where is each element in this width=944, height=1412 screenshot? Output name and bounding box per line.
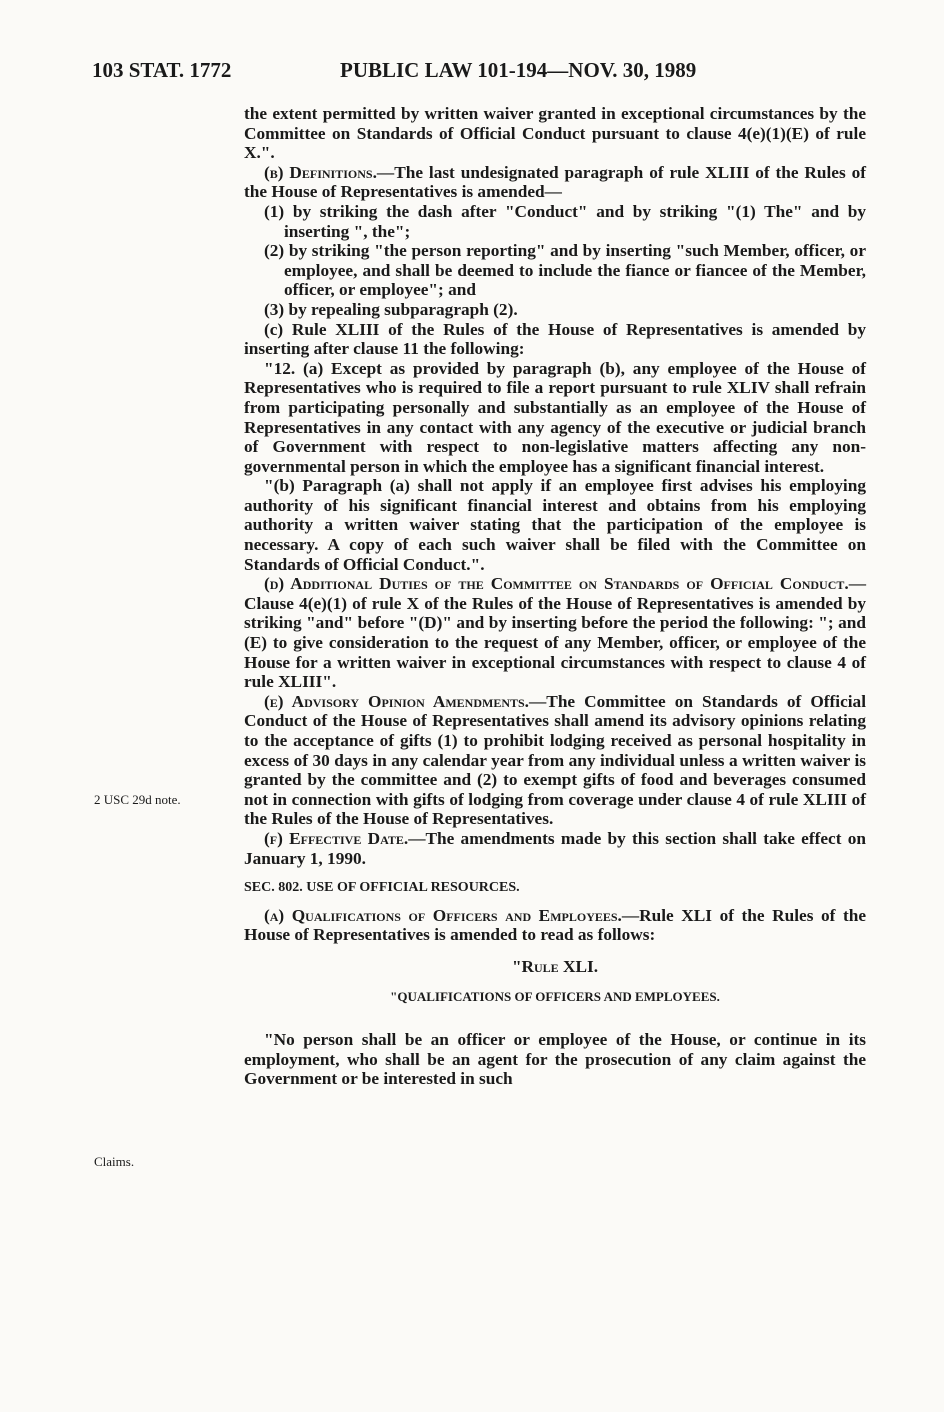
section-heading: (f) Effective Date. [264,828,409,848]
margin-note-claims: Claims. [94,1154,135,1169]
list-item: (1) by striking the dash after "Conduct" and by striking "(1) The" and by inserting ", the"; [264,201,866,241]
section-title: SEC. 802. USE OF OFFICIAL RESOURCES. [244,880,520,896]
body-text [244,104,866,1089]
paragraph-effective-date [244,829,866,868]
paragraph-text: —Clause 4(e)(1) of rule X of the Rules of the House of Representatives is amended by striking "and" before "(D)" and by inserting before the period the following: "; and (E) to give consideration to the request of any Member, officer, or employee of the House for a written waiver in exceptional circumstances with respect to clause 4 of rule XLIII". [244,574,866,692]
paragraph: "12. (a) Except as provided by paragraph (b), any employee of the House of Representatives who is required to file a report pursuant to rule XLIV shall refrain from participating personally and substantially as an employee of the House of Representatives in any contact with any agency of the executive or judicial branch of Government with respect to non-legislative matters affecting any non-governmental person in which the employee has a significant financial interest. [244,358,866,476]
section-heading: (d) Additional Duties of the Committee on Standards of Official Conduct. [264,574,849,594]
section-heading: (a) Qualifications of Officers and Employees. [264,905,622,925]
paragraph-qualifications [244,906,866,945]
paragraph-text: —Rule XLI of the Rules of the House of Representatives is amended to read as follows: [244,905,866,945]
paragraph-definitions [244,163,866,202]
list-item: (2) by striking "the person reporting" and by inserting "such Member, officer, or employee, and shall be deemed to include the fiance or fiancee of the Member, officer, or employee"; and [264,241,866,300]
page-header [92,58,874,88]
paragraph: "(b) Paragraph (a) shall not apply if an employee first advises his employing authority of his significant financial interest and obtains from his employing authority a written waiver stating that the participation of the employee is necessary. A copy of each such waiver shall be filed with the Committee on Standards of Official Conduct.". [244,476,866,574]
law-title: PUBLIC LAW 101-194—NOV. 30, 1989 [340,58,697,82]
rule-subheading: "QUALIFICATIONS OF OFFICERS AND EMPLOYEES. [390,988,720,1004]
stat-page-number: 103 STAT. 1772 [92,58,232,82]
paragraph-text: —The Committee on Standards of Official Conduct of the House of Representatives shall amend its advisory opinions relating to the acceptance of gifts (1) to prohibit lodging received as personal hospitality in excess of 30 days in any calendar year from any individual unless a written waiver is granted by the committee and (2) to exempt gifts of food and beverages consumed not in connection with gifts of lodging from coverage under clause 4 of rule XLIII of the Rules of the House of Representatives. [244,691,866,829]
paragraph-text: —The last undesignated paragraph of rule XLIII of the Rules of the House of Representatives is amended— [244,162,866,202]
paragraph: "No person shall be an officer or employee of the House, or continue in its employment, who shall be an agent for the prosecution of any claim against the Government or be interested in such [244,1030,866,1089]
paragraph-additional-duties [244,574,866,692]
rule-heading: "Rule XLI. [511,956,599,976]
paragraph: the extent permitted by written waiver granted in exceptional circumstances by the Committee on Standards of Official Conduct pursuant to clause 4(e)(1)(E) of rule X.". [244,104,866,163]
paragraph-text: —The amendments made by this section shall take effect on January 1, 1990. [244,828,866,868]
section-heading: (e) Advisory Opinion Amendments. [264,691,530,711]
section-heading: (b) Definitions. [264,162,377,182]
paragraph-advisory-opinion [244,692,866,829]
paragraph: (c) Rule XLIII of the Rules of the House of Representatives is amended by inserting after clause 11 the following: [244,319,866,359]
list-item: (3) by repealing subparagraph (2). [264,299,518,319]
margin-note-usc: 2 USC 29d note. [94,792,181,807]
